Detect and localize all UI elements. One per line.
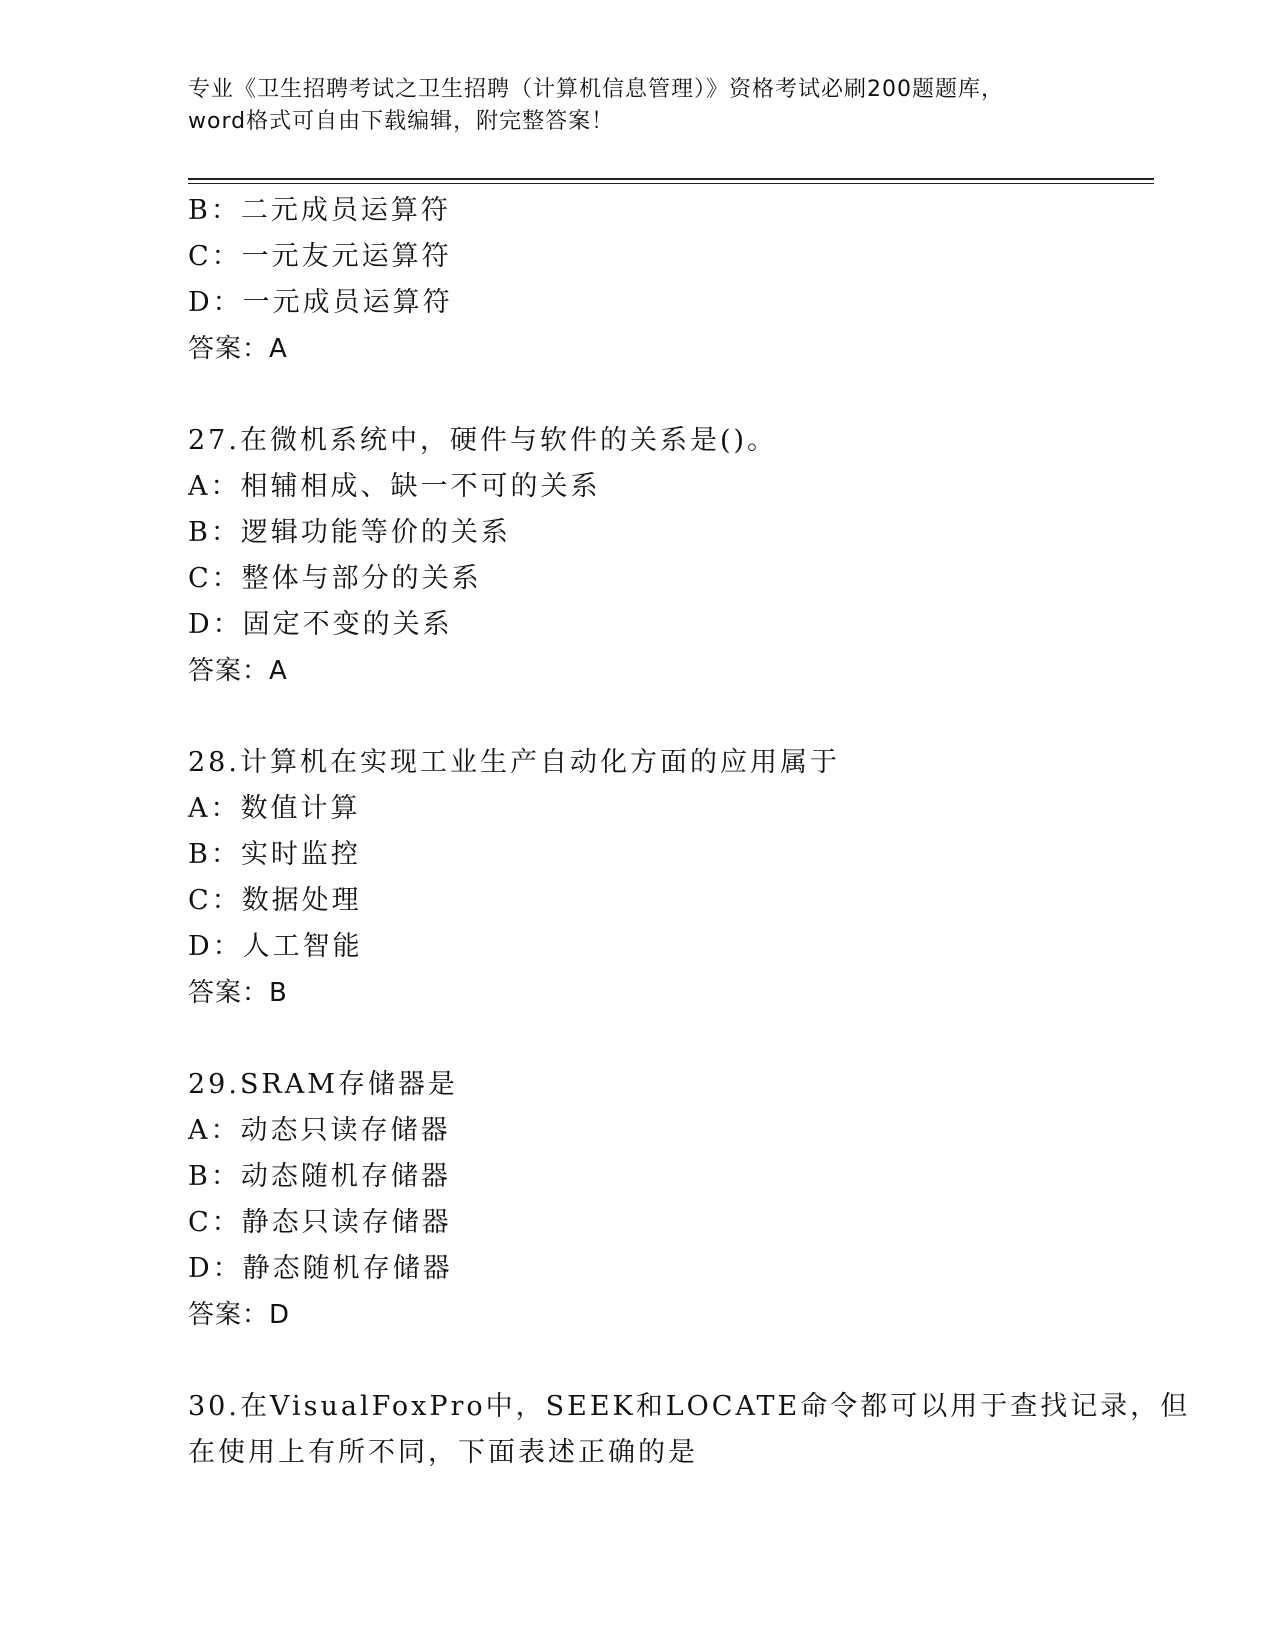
question-block-28 bbox=[188, 740, 1088, 1016]
q27-option-d: D：固定不变的关系 bbox=[188, 609, 453, 640]
question-block-27 bbox=[188, 418, 1088, 694]
q29-option-a: A：动态只读存储器 bbox=[188, 1115, 451, 1146]
document-header bbox=[188, 74, 1088, 138]
question-list bbox=[188, 188, 1191, 1476]
q28-question: 28.计算机在实现工业生产自动化方面的应用属于 bbox=[188, 747, 840, 778]
q28-answer: 答案：B bbox=[188, 978, 288, 1008]
question-block-29 bbox=[188, 1062, 1088, 1338]
spacer bbox=[188, 1338, 1088, 1384]
q27-option-c: C：整体与部分的关系 bbox=[188, 563, 482, 594]
header-title-line-2: word格式可自由下载编辑，附完整答案！ bbox=[188, 109, 615, 134]
question-block-26 bbox=[188, 188, 1088, 372]
q27-question: 27.在微机系统中，硬件与软件的关系是()。 bbox=[188, 425, 778, 456]
q26-option-d: D：一元成员运算符 bbox=[188, 287, 453, 318]
q27-option-b: B：逻辑功能等价的关系 bbox=[188, 517, 511, 548]
q27-option-a: A：相辅相成、缺一不可的关系 bbox=[188, 471, 601, 502]
q29-option-b: B：动态随机存储器 bbox=[188, 1161, 451, 1192]
header-title-line-1: 专业《卫生招聘考试之卫生招聘（计算机信息管理）》资格考试必刷200题题库， bbox=[188, 77, 1004, 102]
header-divider-thin bbox=[188, 183, 1154, 184]
q27-answer: 答案：A bbox=[188, 656, 288, 686]
q30-question-line-1: 30.在VisualFoxPro中，SEEK和LOCATE命令都可以用于查找记录，但 bbox=[188, 1391, 1191, 1422]
q28-option-c: C：数据处理 bbox=[188, 885, 362, 916]
q26-answer: 答案：A bbox=[188, 334, 288, 364]
q29-answer: 答案：D bbox=[188, 1300, 291, 1330]
spacer bbox=[188, 694, 1088, 740]
q28-option-b: B：实时监控 bbox=[188, 839, 361, 870]
q29-option-c: C：静态只读存储器 bbox=[188, 1207, 452, 1238]
q26-option-b: B：二元成员运算符 bbox=[188, 195, 451, 226]
q29-question: 29.SRAM存储器是 bbox=[188, 1069, 458, 1100]
question-block-30 bbox=[188, 1384, 1191, 1476]
spacer bbox=[188, 1016, 1088, 1062]
header-divider-thick bbox=[188, 178, 1154, 180]
q28-option-a: A：数值计算 bbox=[188, 793, 361, 824]
q29-option-d: D：静态随机存储器 bbox=[188, 1253, 453, 1284]
q28-option-d: D：人工智能 bbox=[188, 931, 363, 962]
q26-option-c: C：一元友元运算符 bbox=[188, 241, 452, 272]
spacer bbox=[188, 372, 1088, 418]
q30-question-line-2: 在使用上有所不同，下面表述正确的是 bbox=[188, 1437, 698, 1468]
